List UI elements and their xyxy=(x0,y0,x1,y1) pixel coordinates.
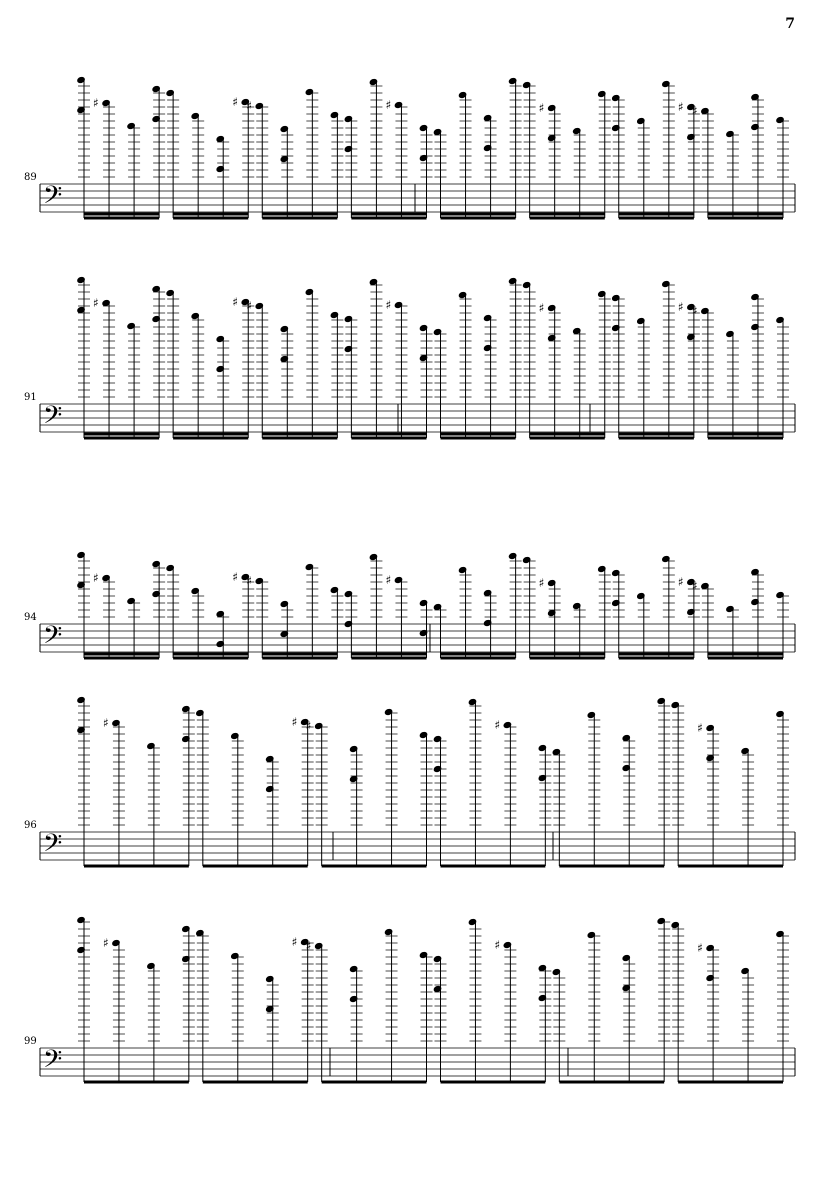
sharp-icon: ♯ xyxy=(385,98,392,112)
sharp-icon: ♯ xyxy=(291,715,298,729)
sharp-icon: ♯ xyxy=(691,304,698,318)
sharp-icon: ♯ xyxy=(538,576,545,590)
beamed-group xyxy=(165,89,254,218)
sharp-icon: ♯ xyxy=(305,939,312,953)
beamed-group xyxy=(692,568,789,658)
bass-clef-icon: 𝄢 xyxy=(43,181,63,216)
sharp-icon: ♯ xyxy=(677,575,684,589)
sharp-icon: ♯ xyxy=(494,718,501,732)
beamed-group xyxy=(195,929,314,1082)
sharp-icon: ♯ xyxy=(232,295,239,309)
beamed-group xyxy=(552,697,671,866)
system-1 xyxy=(24,76,795,218)
sharp-icon: ♯ xyxy=(246,299,253,313)
beamed-group xyxy=(670,921,789,1082)
beamed-group xyxy=(306,928,433,1082)
system-2 xyxy=(24,276,795,438)
bass-clef-icon: 𝄢 xyxy=(43,621,63,656)
sharp-icon: ♯ xyxy=(93,571,99,585)
beamed-group xyxy=(165,289,254,438)
beamed-group xyxy=(344,278,433,438)
beamed-group xyxy=(76,551,165,658)
bass-clef-icon: 𝄢 xyxy=(43,401,63,436)
beamed-group xyxy=(344,78,433,218)
sharp-icon: ♯ xyxy=(246,99,253,113)
measure-number: 99 xyxy=(24,1036,37,1047)
sharp-icon: ♯ xyxy=(291,935,298,949)
bass-clef-icon: 𝄢 xyxy=(43,829,63,864)
system-4 xyxy=(24,696,795,866)
beamed-group xyxy=(611,280,700,438)
measure-number: 91 xyxy=(24,392,37,403)
beamed-group xyxy=(344,553,433,658)
measure-number: 94 xyxy=(24,612,37,623)
beamed-group xyxy=(670,701,789,866)
sharp-icon: ♯ xyxy=(691,579,698,593)
system-5 xyxy=(24,916,795,1082)
beamed-group xyxy=(433,277,522,438)
beamed-group xyxy=(76,76,165,218)
beamed-group xyxy=(433,698,552,866)
beamed-group xyxy=(522,556,611,658)
beamed-group xyxy=(611,80,700,218)
sharp-icon: ♯ xyxy=(697,721,703,735)
sharp-icon: ♯ xyxy=(102,936,109,950)
beamed-group xyxy=(692,293,789,438)
beamed-group xyxy=(246,288,343,438)
sharp-icon: ♯ xyxy=(677,300,684,314)
beamed-group xyxy=(76,696,195,866)
sharp-icon: ♯ xyxy=(494,938,501,952)
measure-number: 89 xyxy=(24,172,37,183)
beamed-group xyxy=(692,93,789,218)
beamed-group xyxy=(76,916,195,1082)
bass-clef-icon: 𝄢 xyxy=(43,1045,63,1080)
sharp-icon: ♯ xyxy=(232,95,239,109)
sharp-icon: ♯ xyxy=(93,96,99,110)
beamed-group xyxy=(433,77,522,218)
systems-group xyxy=(24,76,795,1082)
beamed-group xyxy=(76,276,165,438)
sharp-icon: ♯ xyxy=(697,941,703,955)
beamed-group xyxy=(433,918,552,1082)
system-3 xyxy=(24,551,795,658)
beamed-group xyxy=(246,88,343,218)
sharp-icon: ♯ xyxy=(305,719,312,733)
beamed-group xyxy=(306,708,433,866)
beamed-group xyxy=(522,281,611,438)
sharp-icon: ♯ xyxy=(538,301,545,315)
sharp-icon: ♯ xyxy=(102,716,109,730)
sharp-icon: ♯ xyxy=(385,573,392,587)
sharp-icon: ♯ xyxy=(93,296,99,310)
sharp-icon: ♯ xyxy=(691,104,698,118)
sharp-icon: ♯ xyxy=(538,101,545,115)
sharp-icon: ♯ xyxy=(385,298,392,312)
sharp-icon: ♯ xyxy=(232,570,239,584)
beamed-group xyxy=(195,709,314,866)
beamed-group xyxy=(552,917,671,1082)
beamed-group xyxy=(433,552,522,658)
beamed-group xyxy=(165,564,254,658)
page-number: 7 xyxy=(785,16,795,32)
beamed-group xyxy=(522,81,611,218)
beamed-group xyxy=(246,563,343,658)
measure-number: 96 xyxy=(24,820,37,831)
beamed-group xyxy=(611,555,700,658)
sharp-icon: ♯ xyxy=(677,100,684,114)
sharp-icon: ♯ xyxy=(246,574,253,588)
